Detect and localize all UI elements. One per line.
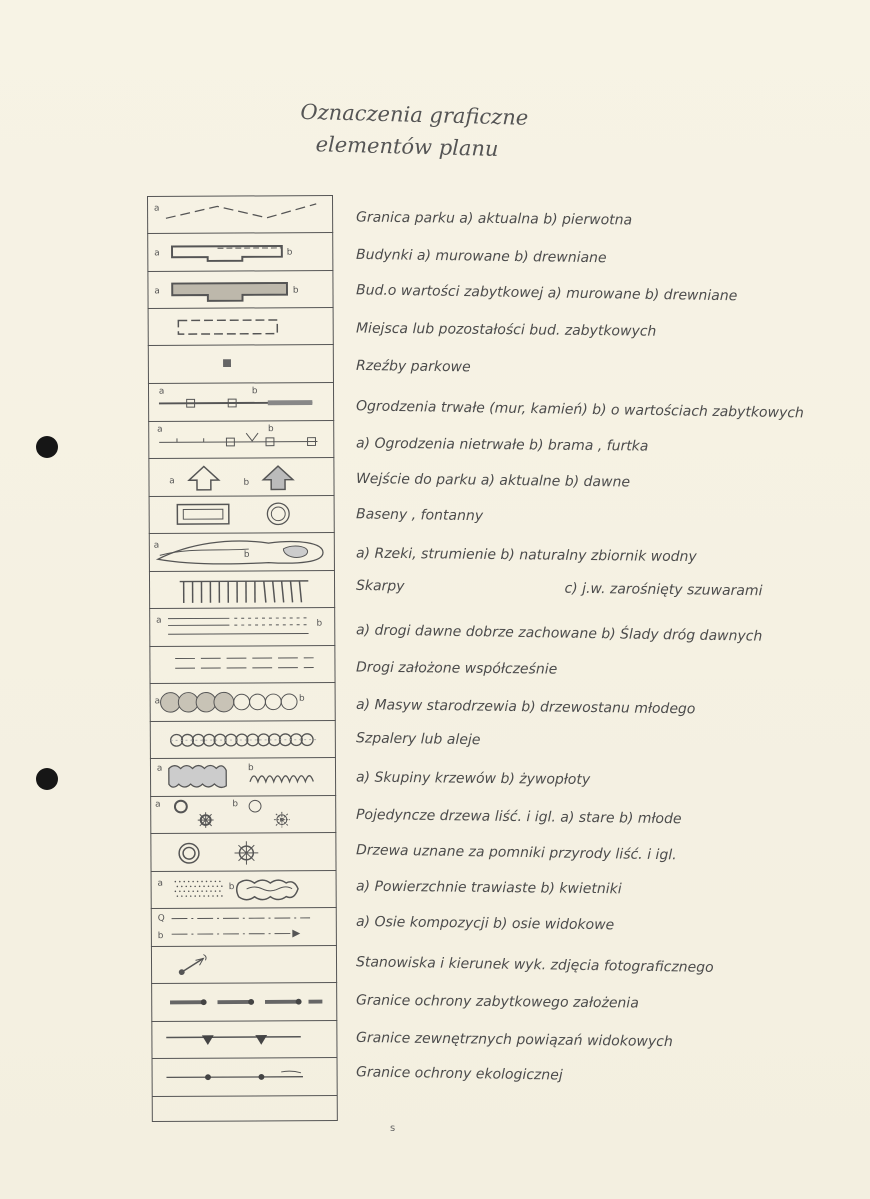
- description-text: Ogrodzenia trwałe (mur, kamień) b) o wartościach zabytkowych: [355, 398, 804, 422]
- variant-label: Q: [157, 913, 165, 924]
- legend-row-river-pond: [149, 532, 335, 571]
- boundary-dash-line-icon: [148, 196, 332, 233]
- description-text: Budynki a) murowane b) drewniane: [355, 246, 607, 267]
- legend-row-boundary-dash-line: [147, 195, 333, 233]
- eco-boundary-icon: [153, 1058, 337, 1096]
- description-text: Granice zewnętrznych powiązań widokowych: [355, 1029, 673, 1051]
- variant-label: b: [247, 763, 254, 774]
- legend-row-sculpture-square: [148, 344, 334, 383]
- legend-row-lawn-flowerbed: [151, 870, 337, 908]
- description-text: Drzewa uznane za pomniki przyrody liść. i igl.: [355, 842, 677, 864]
- legend-row-entrance-arrow: [148, 457, 334, 496]
- variant-label: b: [243, 549, 250, 560]
- historic-building-icon: [148, 271, 332, 308]
- description-text: Skarpy: [355, 577, 405, 595]
- variant-label: a: [154, 248, 160, 259]
- photo-point-icon: [152, 946, 336, 983]
- legend-row-historic-building: [147, 270, 333, 308]
- modern-roads-icon: [150, 646, 334, 683]
- variant-label: b: [298, 693, 305, 704]
- legend-row-pool-fountain: [149, 495, 335, 533]
- legend-row-eco-boundary: [152, 1057, 338, 1096]
- heritage-boundary-icon: [152, 983, 336, 1021]
- variant-label: a: [157, 878, 164, 889]
- title-line-2: elementów planu: [315, 132, 499, 162]
- legend-row-ruin-dashed-rect: [148, 307, 334, 345]
- view-boundary-icon: [152, 1021, 336, 1058]
- variant-label: b: [267, 424, 274, 435]
- legend-row-monument-trees: [150, 832, 336, 871]
- description-text: Szpalery lub aleje: [355, 730, 481, 749]
- single-trees-icon: [151, 796, 335, 833]
- tree-mass-icon: [151, 683, 335, 721]
- variant-label: b: [286, 247, 293, 258]
- variant-label: b: [316, 618, 323, 629]
- legend-symbol-table: [147, 195, 340, 1122]
- title-line-1: Oznaczenia graficzne: [300, 99, 529, 130]
- entrance-arrow-icon: [149, 458, 333, 496]
- description-text: Granice ochrony zabytkowego założenia: [355, 992, 639, 1012]
- variant-label: b: [228, 882, 235, 893]
- legend-row-axes: [151, 907, 337, 946]
- description-text: Stanowiska i kierunek wyk. zdjęcia fotograficznego: [355, 954, 714, 976]
- description-text: Granice ochrony ekologicznej: [355, 1064, 563, 1084]
- variant-label: a: [154, 286, 160, 297]
- river-pond-icon: [150, 533, 334, 571]
- pool-fountain-icon: [150, 496, 334, 533]
- building-outline-icon: [148, 233, 332, 271]
- variant-label: a: [157, 424, 163, 435]
- variant-label: b: [251, 386, 258, 397]
- empty-icon: [153, 1096, 337, 1121]
- variant-label: a: [158, 386, 165, 397]
- legend-row-fence-light: [148, 420, 334, 458]
- fence-light-icon: [149, 421, 333, 458]
- variant-label: b: [157, 931, 164, 942]
- legend-row-tree-mass: [150, 682, 336, 721]
- description-text: Pojedyncze drzewa liść. i igl. a) stare b) młode: [355, 806, 682, 828]
- variant-label: a: [153, 203, 160, 214]
- legend-row-photo-point: [151, 945, 337, 983]
- description-text: a) Rzeki, strumienie b) naturalny zbiornik wodny: [355, 545, 697, 566]
- legend-row-slope-hatching: [149, 570, 335, 608]
- footer-mark: s: [390, 1123, 396, 1134]
- lawn-flowerbed-icon: [152, 871, 336, 908]
- variant-label: a: [156, 615, 162, 626]
- variant-label: a: [169, 476, 175, 487]
- legend-row-view-boundary: [151, 1020, 337, 1058]
- description-text: Baseny , fontanny: [355, 506, 484, 525]
- description-text: Granica parku a) aktualna b) pierwotna: [355, 209, 633, 229]
- description-text-secondary: c) j.w. zarośnięty szuwarami: [564, 580, 763, 600]
- variant-label: b: [232, 799, 238, 810]
- ruin-dashed-rect-icon: [149, 308, 333, 345]
- legend-row-modern-roads: [149, 645, 335, 683]
- variant-label: b: [292, 285, 299, 296]
- description-text: a) Skupiny krzewów b) żywopłoty: [355, 769, 591, 788]
- punch-hole-icon: [36, 436, 58, 458]
- description-text: a) Powierzchnie trawiaste b) kwietniki: [355, 878, 622, 898]
- description-text: a) Masyw starodrzewia b) drzewostanu młodego: [355, 696, 696, 718]
- sculpture-square-icon: [149, 345, 333, 383]
- legend-row-old-roads: [149, 607, 335, 646]
- page-title: [299, 96, 621, 168]
- description-text: a) drogi dawne dobrze zachowane b) Ślady dróg dawnych: [355, 622, 763, 645]
- legend-row-shrubs-hedge: [150, 757, 336, 796]
- variant-label: a: [156, 763, 163, 774]
- variant-label: a: [155, 799, 161, 810]
- old-roads-icon: [150, 608, 334, 646]
- description-text: a) Ogrodzenia nietrwałe b) brama , furtka: [355, 435, 649, 455]
- legend-row-heritage-boundary: [151, 982, 337, 1021]
- legend-row-empty: [152, 1095, 338, 1122]
- description-text: Wejście do parku a) aktualne b) dawne: [355, 470, 631, 491]
- tree-row-icon: [151, 721, 335, 758]
- description-text: Rzeźby parkowe: [355, 357, 471, 376]
- description-text: Drogi założone współcześnie: [355, 659, 558, 678]
- variant-label: a: [153, 540, 160, 551]
- legend-row-fence-solid: [148, 382, 334, 421]
- axes-icon: [152, 908, 336, 946]
- fence-solid-icon: [149, 383, 333, 421]
- description-text: Bud.o wartości zabytkowej a) murowane b) drewniane: [355, 282, 738, 305]
- shrubs-hedge-icon: [151, 758, 335, 796]
- legend-row-tree-row: [150, 720, 336, 758]
- legend-row-building-outline: [147, 232, 333, 271]
- slope-hatching-icon: [150, 571, 334, 608]
- variant-label: b: [243, 477, 250, 488]
- legend-row-single-trees: [150, 795, 336, 833]
- variant-label: a: [154, 696, 161, 707]
- punch-hole-icon: [36, 768, 58, 790]
- monument-trees-icon: [151, 833, 335, 871]
- description-text: Miejsca lub pozostałości bud. zabytkowych: [355, 320, 657, 340]
- description-text: a) Osie kompozycji b) osie widokowe: [355, 913, 615, 934]
